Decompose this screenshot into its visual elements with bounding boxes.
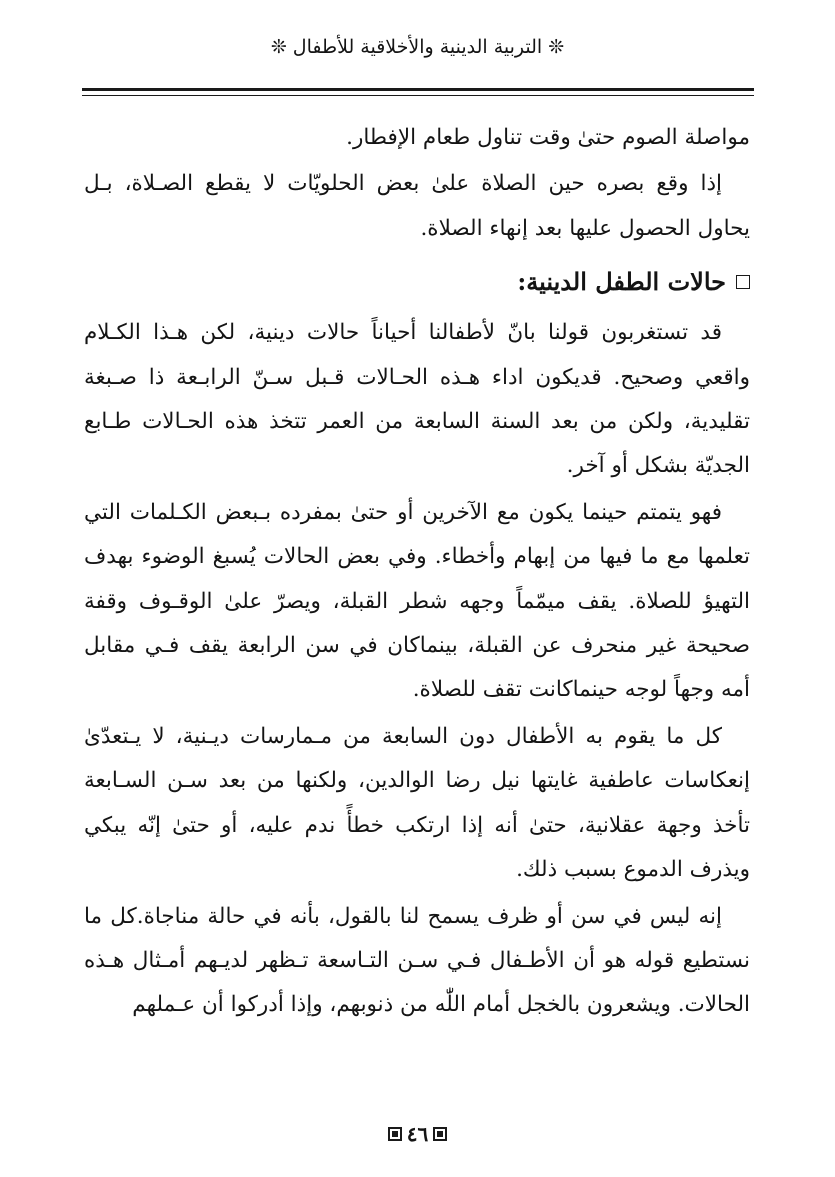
running-header: ❊ التربية الدينية والأخلاقية للأطفال ❊: [270, 36, 565, 58]
paragraph-6: إنه ليس في سن أو ظرف يسمح لنا بالقول، بأنه في حالة مناجاة.كل ما نستطيع قوله هو أن الأطـفال فـي سـن التـاسعة تـظهر لديـهم أمـثال هـذه الحالات. ويشعرون بالخجل أمام اللّٰه من ذنوبهم، وإذا أدركوا أن عـملهم: [84, 903, 750, 1018]
header-rule-thin: [82, 95, 754, 96]
header-rule-thick: [82, 88, 754, 91]
paragraph-5: كل ما يقوم به الأطفال دون السابعة من مـمارسات ديـنية، لا يـتعدّىٰ إنعكاسات عاطفية غايتها نيل رضا الوالدين، ولكنها من بعد سـن السـابعة تأخذ وجهة عقلانية، حتىٰ أنه إذا ارتكب خطأً ندم عليه، أو حتىٰ إنّه يبكي ويذرف الدموع بسبب ذلك.: [84, 723, 750, 883]
square-bullet-icon: [736, 275, 750, 289]
page-number: [0, 1122, 835, 1146]
paragraph-1: مواصلة الصوم حتىٰ وقت تناول طعام الإفطار.: [346, 125, 750, 150]
square-ornament-icon: [388, 1127, 402, 1141]
section-heading: [84, 259, 750, 305]
paragraph-3: قد تستغربون قولنا بانّ لأطفالنا أحياناً حالات دينية، لكن هـذا الكـلام واقعي وصحيح. قديكون اداء هـذه الحـالات قـبل سـنّ الرابـعة ذا صـبغة تقليدية، ولكن من بعد السنة السابعة من العمر تتخذ هذه الحـالات طـابع الجديّة بشكل أو آخر.: [84, 320, 750, 479]
section-heading-text: حالات الطفل الدينية:: [517, 267, 726, 297]
page-number-text: ٤٦: [406, 1122, 429, 1146]
paragraph-4: فهو يتمتم حينما يكون مع الآخرين أو حتىٰ بمفرده بـبعض الكـلمات التي تعلمها مع ما فيها من إبهام وأخطاء. وفي بعض الحالات يُسبغ الوضوء بهدف التهيؤ للصلاة. يقف ميمّماً وجهه شطر القبلة، ويصرّ علىٰ الوقـوف وقفة صحيحة غير منحرف عن القبلة، بينماكان في سن الرابعة يقف فـي مقابل أمه وجهاً لوجه حينماكانت تقف للصلاة.: [84, 499, 750, 703]
square-ornament-icon: [433, 1127, 447, 1141]
page-body: [84, 116, 750, 1028]
paragraph-2: إذا وقع بصره حين الصلاة علىٰ بعض الحلويّات لا يقطع الصـلاة، بـل يحاول الحصول عليها بعد إنهاء الصلاة.: [84, 171, 750, 241]
